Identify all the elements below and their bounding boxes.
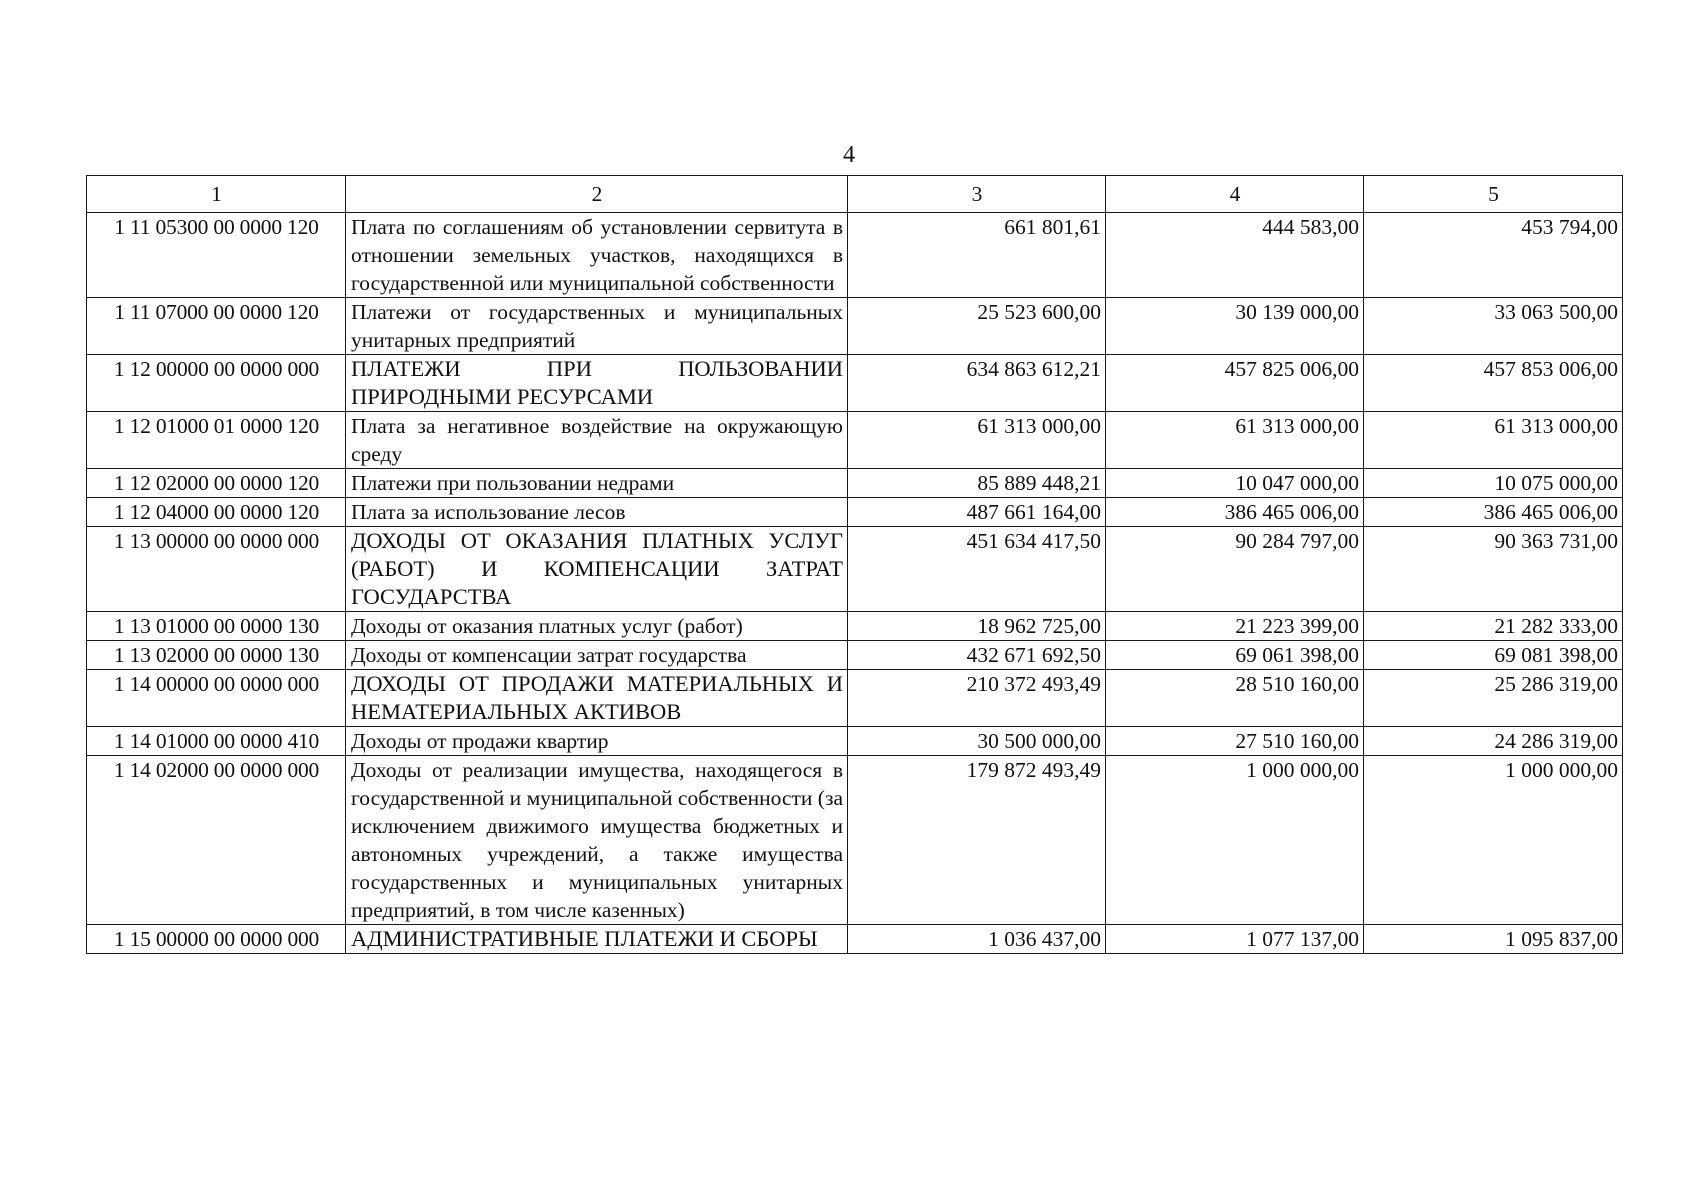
column-header: 1 [87, 176, 346, 213]
item-name-cell: ДОХОДЫ ОТ ПРОДАЖИ МАТЕРИАЛЬНЫХ И НЕМАТЕРИАЛЬНЫХ АКТИВОВ [346, 670, 848, 727]
value-col3-cell: 85 889 448,21 [848, 469, 1106, 498]
table-header-row [87, 176, 1623, 213]
table-row [87, 298, 1623, 355]
value-col3-cell: 25 523 600,00 [848, 298, 1106, 355]
value-col3-cell: 487 661 164,00 [848, 498, 1106, 527]
column-header: 5 [1364, 176, 1623, 213]
value-col5-cell: 1 095 837,00 [1364, 925, 1623, 954]
value-col3-cell: 210 372 493,49 [848, 670, 1106, 727]
value-col5-cell: 33 063 500,00 [1364, 298, 1623, 355]
item-name-cell: АДМИНИСТРАТИВНЫЕ ПЛАТЕЖИ И СБОРЫ [346, 925, 848, 954]
value-col4-cell: 1 000 000,00 [1106, 756, 1364, 925]
budget-code-cell: 1 12 00000 00 0000 000 [87, 355, 346, 412]
value-col3-cell: 451 634 417,50 [848, 527, 1106, 612]
value-col4-cell: 61 313 000,00 [1106, 412, 1364, 469]
budget-code-cell: 1 13 00000 00 0000 000 [87, 527, 346, 612]
value-col4-cell: 21 223 399,00 [1106, 612, 1364, 641]
item-name-cell: Плата по соглашениям об установлении сервитута в отношении земельных участков, находящихся в государственной или муниципальной собственности [346, 213, 848, 298]
table-row [87, 355, 1623, 412]
value-col4-cell: 69 061 398,00 [1106, 641, 1364, 670]
budget-code-cell: 1 15 00000 00 0000 000 [87, 925, 346, 954]
value-col3-cell: 432 671 692,50 [848, 641, 1106, 670]
value-col4-cell: 457 825 006,00 [1106, 355, 1364, 412]
budget-code-cell: 1 12 02000 00 0000 120 [87, 469, 346, 498]
value-col5-cell: 21 282 333,00 [1364, 612, 1623, 641]
table-row [87, 213, 1623, 298]
item-name-cell: ДОХОДЫ ОТ ОКАЗАНИЯ ПЛАТНЫХ УСЛУГ (РАБОТ) И КОМПЕНСАЦИИ ЗАТРАТ ГОСУДАРСТВА [346, 527, 848, 612]
value-col3-cell: 661 801,61 [848, 213, 1106, 298]
value-col5-cell: 457 853 006,00 [1364, 355, 1623, 412]
budget-code-cell: 1 11 05300 00 0000 120 [87, 213, 346, 298]
value-col5-cell: 1 000 000,00 [1364, 756, 1623, 925]
value-col4-cell: 444 583,00 [1106, 213, 1364, 298]
item-name-cell: ПЛАТЕЖИ ПРИ ПОЛЬЗОВАНИИ ПРИРОДНЫМИ РЕСУРСАМИ [346, 355, 848, 412]
item-name-cell: Плата за негативное воздействие на окружающую среду [346, 412, 848, 469]
value-col3-cell: 1 036 437,00 [848, 925, 1106, 954]
item-name-cell: Доходы от компенсации затрат государства [346, 641, 848, 670]
table-row [87, 756, 1623, 925]
item-name-cell: Плата за использование лесов [346, 498, 848, 527]
budget-code-cell: 1 13 01000 00 0000 130 [87, 612, 346, 641]
value-col3-cell: 179 872 493,49 [848, 756, 1106, 925]
table-row [87, 412, 1623, 469]
item-name-cell: Доходы от продажи квартир [346, 727, 848, 756]
table-row [87, 527, 1623, 612]
value-col5-cell: 69 081 398,00 [1364, 641, 1623, 670]
value-col4-cell: 30 139 000,00 [1106, 298, 1364, 355]
table-row [87, 925, 1623, 954]
item-name-cell: Платежи при пользовании недрами [346, 469, 848, 498]
budget-code-cell: 1 11 07000 00 0000 120 [87, 298, 346, 355]
budget-code-cell: 1 12 01000 01 0000 120 [87, 412, 346, 469]
value-col4-cell: 27 510 160,00 [1106, 727, 1364, 756]
budget-code-cell: 1 14 02000 00 0000 000 [87, 756, 346, 925]
column-header: 2 [346, 176, 848, 213]
value-col4-cell: 1 077 137,00 [1106, 925, 1364, 954]
value-col3-cell: 30 500 000,00 [848, 727, 1106, 756]
value-col3-cell: 634 863 612,21 [848, 355, 1106, 412]
table-row [87, 469, 1623, 498]
page-number: 4 [843, 142, 855, 168]
budget-code-cell: 1 12 04000 00 0000 120 [87, 498, 346, 527]
value-col4-cell: 386 465 006,00 [1106, 498, 1364, 527]
value-col3-cell: 61 313 000,00 [848, 412, 1106, 469]
budget-code-cell: 1 13 02000 00 0000 130 [87, 641, 346, 670]
item-name-cell: Платежи от государственных и муниципальных унитарных предприятий [346, 298, 848, 355]
column-header: 3 [848, 176, 1106, 213]
value-col4-cell: 28 510 160,00 [1106, 670, 1364, 727]
value-col4-cell: 10 047 000,00 [1106, 469, 1364, 498]
value-col5-cell: 24 286 319,00 [1364, 727, 1623, 756]
table-row [87, 612, 1623, 641]
table-row [87, 498, 1623, 527]
item-name-cell: Доходы от реализации имущества, находящегося в государственной и муниципальной собственности (за исключением движимого имущества бюджетных и автономных учреждений, а также имущества государственных и муниципальных унитарных предприятий, в том числе казенных) [346, 756, 848, 925]
value-col5-cell: 90 363 731,00 [1364, 527, 1623, 612]
table-row [87, 670, 1623, 727]
table-body [87, 213, 1623, 954]
value-col3-cell: 18 962 725,00 [848, 612, 1106, 641]
value-col5-cell: 61 313 000,00 [1364, 412, 1623, 469]
value-col4-cell: 90 284 797,00 [1106, 527, 1364, 612]
budget-code-cell: 1 14 00000 00 0000 000 [87, 670, 346, 727]
budget-code-cell: 1 14 01000 00 0000 410 [87, 727, 346, 756]
value-col5-cell: 386 465 006,00 [1364, 498, 1623, 527]
revenue-table [86, 175, 1623, 954]
value-col5-cell: 453 794,00 [1364, 213, 1623, 298]
value-col5-cell: 25 286 319,00 [1364, 670, 1623, 727]
table-row [87, 641, 1623, 670]
table-row [87, 727, 1623, 756]
column-header: 4 [1106, 176, 1364, 213]
item-name-cell: Доходы от оказания платных услуг (работ) [346, 612, 848, 641]
value-col5-cell: 10 075 000,00 [1364, 469, 1623, 498]
